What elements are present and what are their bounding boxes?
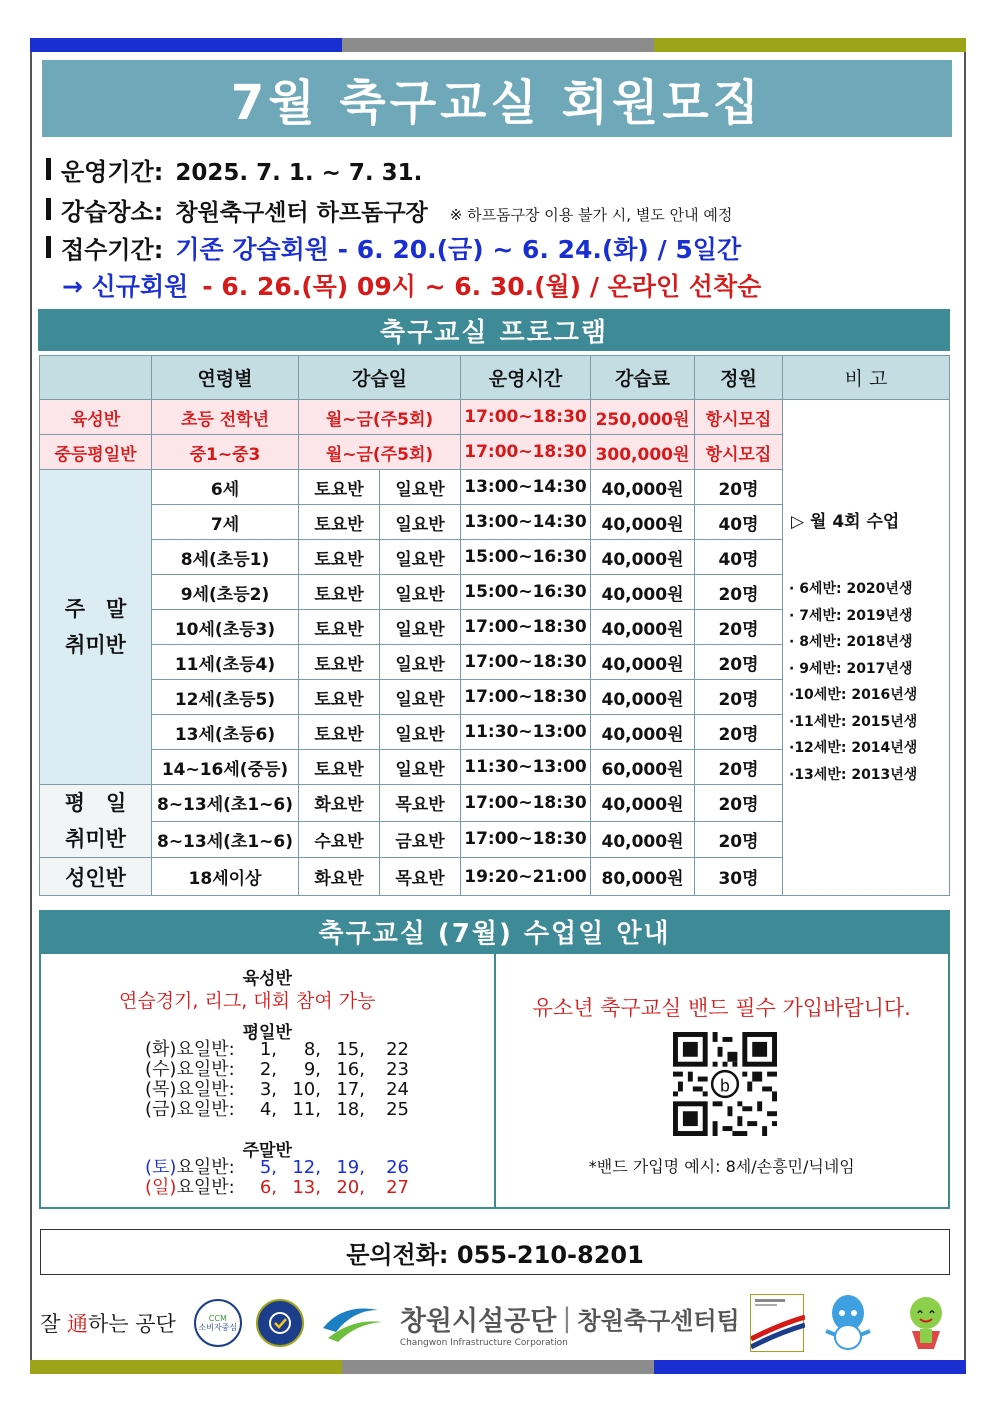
- note-year: · 8세반: 2018년생: [789, 634, 913, 650]
- capacity-cell: 항시모집: [695, 400, 783, 435]
- fee-cell: 40,000원: [591, 505, 695, 540]
- date: 22: [386, 1039, 409, 1060]
- mascot-blue-icon: [816, 1291, 880, 1355]
- capacity-cell: 20명: [695, 610, 783, 645]
- mascot-blue-figure-icon: [816, 1291, 880, 1355]
- day1-cell: 화요반: [299, 785, 380, 822]
- note-year: · 7세반: 2019년생: [789, 607, 913, 624]
- days-cell: 월~금(주5회): [299, 435, 461, 470]
- contact-phone[interactable]: 문의전화: 055-210-8201: [346, 1240, 644, 1269]
- days-cell: 월~금(주5회): [299, 400, 461, 435]
- capacity-cell: 항시모집: [695, 435, 783, 470]
- note-year: ·11세반: 2015년생: [789, 713, 918, 730]
- schedule-box: [39, 952, 950, 1209]
- stripe-segment-blue: [654, 1360, 966, 1374]
- org-divider: |: [562, 1302, 572, 1334]
- fee-cell: 300,000원: [591, 435, 695, 470]
- period-value: 2025. 7. 1. ~ 7. 31.: [175, 160, 423, 186]
- day2-cell: 일요반: [380, 540, 461, 575]
- age-cell: 8~13세(초1~6): [152, 785, 299, 822]
- day1-cell: 토요반: [299, 575, 380, 610]
- day2-cell: 금요반: [380, 821, 461, 858]
- time-cell: 17:00~18:30: [461, 680, 591, 715]
- stripe-segment-gray: [342, 1360, 654, 1374]
- date: 20,: [336, 1177, 365, 1198]
- group-line: 취미반: [65, 633, 126, 657]
- program-section-header: [38, 309, 950, 351]
- mascot-green-figure-icon: [894, 1291, 958, 1355]
- capacity-cell: 20명: [695, 575, 783, 610]
- day2-cell: 목요반: [380, 785, 461, 822]
- fee-cell: 80,000원: [591, 858, 695, 896]
- table-header-row: [40, 356, 950, 400]
- age-cell: 12세(초등5): [152, 680, 299, 715]
- header-days: 강습일: [299, 356, 461, 400]
- org-english-name: Changwon Infrastructure Corporation: [399, 1337, 568, 1348]
- weekend-row-sat: [145, 1158, 409, 1178]
- time-cell: 17:00~18:30: [461, 435, 591, 470]
- age-cell: 10세(초등3): [152, 610, 299, 645]
- date: 27: [386, 1177, 409, 1198]
- date: 19,: [336, 1157, 365, 1178]
- class-name: 육성반: [40, 400, 152, 435]
- program-title: 축구교실 프로그램: [380, 317, 608, 348]
- day1-cell: 토요반: [299, 540, 380, 575]
- capacity-cell: 20명: [695, 470, 783, 505]
- day2-cell: 일요반: [380, 750, 461, 785]
- capacity-cell: 20명: [695, 715, 783, 750]
- day1-cell: 토요반: [299, 470, 380, 505]
- age-cell: 중1~중3: [152, 435, 299, 470]
- age-cell: 9세(초등2): [152, 575, 299, 610]
- fee-cell: 250,000원: [591, 400, 695, 435]
- note-main: ▷ 월 4회 수업: [791, 512, 900, 532]
- program-table: [39, 355, 950, 896]
- date: 5,: [259, 1157, 277, 1178]
- group-line: 주 말: [64, 597, 127, 621]
- day1-cell: 토요반: [299, 715, 380, 750]
- time-cell: 13:00~14:30: [461, 505, 591, 540]
- schedule-left-panel: [41, 954, 496, 1207]
- bullet-bar: [46, 158, 51, 180]
- org-logo: [400, 1299, 740, 1348]
- day-paren: (일): [145, 1177, 177, 1198]
- time-cell: 19:20~21:00: [461, 858, 591, 896]
- weekday-row: [145, 1040, 409, 1060]
- header-note: 비 고: [783, 356, 950, 400]
- slogan-part: 잘: [40, 1312, 61, 1336]
- certification-seal-icon: [256, 1299, 304, 1347]
- capacity-cell: 40명: [695, 540, 783, 575]
- date: 3,: [259, 1079, 277, 1100]
- class-name: 중등평일반: [40, 435, 152, 470]
- weekend-dates: [145, 1158, 409, 1198]
- day2-cell: 일요반: [380, 575, 461, 610]
- date: 4,: [259, 1099, 277, 1120]
- slogan-part: 通: [66, 1312, 88, 1336]
- note-year: · 6세반: 2020년생: [789, 581, 913, 597]
- info-registration-new: [62, 267, 761, 303]
- registration-existing: 기존 강습회원 - 6. 20.(금) ~ 6. 24.(화) / 5일간: [175, 235, 742, 264]
- day1-cell: 수요반: [299, 821, 380, 858]
- age-cell: 8~13세(초1~6): [152, 821, 299, 858]
- time-cell: 17:00~18:30: [461, 821, 591, 858]
- page-title: 7월 축구교실 회원모집: [230, 75, 764, 131]
- capacity-cell: 20명: [695, 645, 783, 680]
- place-value: 창원축구센터 하프돔구장: [175, 200, 428, 226]
- weekday-dates: [145, 1040, 409, 1120]
- fee-cell: 40,000원: [591, 715, 695, 750]
- date: 12,: [292, 1157, 321, 1178]
- bottom-color-stripe: [30, 1360, 966, 1374]
- fee-cell: 40,000원: [591, 785, 695, 822]
- ccm-small-text: CCM: [208, 1314, 227, 1323]
- info-registration: [46, 230, 741, 266]
- day1-cell: 토요반: [299, 505, 380, 540]
- day1-cell: 화요반: [299, 858, 380, 896]
- fee-cell: 40,000원: [591, 821, 695, 858]
- age-cell: 초등 전학년: [152, 400, 299, 435]
- note-year: · 9세반: 2017년생: [789, 660, 913, 677]
- stripe-segment-olive: [654, 38, 966, 52]
- ccm-label: 소비자중심: [198, 1323, 238, 1332]
- fee-cell: 40,000원: [591, 645, 695, 680]
- time-cell: 15:00~16:30: [461, 575, 591, 610]
- group-line: 평 일: [64, 791, 127, 815]
- day-label: (화)요일반:: [145, 1039, 235, 1060]
- time-cell: 11:30~13:00: [461, 715, 591, 750]
- contact-box: [40, 1229, 950, 1275]
- day-label: [145, 1158, 255, 1178]
- date: 15,: [336, 1039, 365, 1060]
- day-paren: (토): [145, 1157, 177, 1178]
- capacity-cell: 20명: [695, 750, 783, 785]
- day2-cell: 일요반: [380, 715, 461, 750]
- date: 17,: [336, 1079, 365, 1100]
- date: 23: [386, 1059, 409, 1080]
- time-cell: 11:30~13:00: [461, 750, 591, 785]
- capacity-cell: 20명: [695, 785, 783, 822]
- footer-logos: [40, 1290, 960, 1356]
- time-cell: 17:00~18:30: [461, 400, 591, 435]
- weekend-group-label: [40, 470, 152, 785]
- date: 25: [386, 1099, 409, 1120]
- date: 6,: [259, 1177, 277, 1198]
- date: 8,: [303, 1039, 321, 1060]
- bullet-bar: [46, 236, 51, 258]
- award-stripes-icon: [751, 1295, 805, 1353]
- header-fee: 강습료: [591, 356, 695, 400]
- registration-new-label: → 신규회원: [62, 272, 189, 301]
- weekday-title: 평일반: [242, 1023, 292, 1043]
- fee-cell: 40,000원: [591, 680, 695, 715]
- age-cell: 6세: [152, 470, 299, 505]
- band-example: *밴드 가입명 예시: 8세/손흥민/닉네임: [588, 1157, 855, 1176]
- date: 24: [386, 1079, 409, 1100]
- schedule-title: 축구교실 (7월) 수업일 안내: [318, 918, 671, 949]
- capacity-cell: 40명: [695, 505, 783, 540]
- date: 18,: [336, 1099, 365, 1120]
- note-cell: [783, 400, 950, 896]
- day-label: (수)요일반:: [145, 1059, 235, 1080]
- registration-new: - 6. 26.(목) 09시 ~ 6. 30.(월) / 온라인 선착순: [202, 272, 762, 301]
- youth-title: 육성반: [242, 969, 292, 989]
- date: 9,: [303, 1059, 321, 1080]
- top-color-stripe: [30, 38, 966, 52]
- date: 13,: [292, 1177, 321, 1198]
- seal-mark-icon: [267, 1310, 293, 1336]
- weekend-title: 주말반: [242, 1141, 292, 1161]
- day-label: [145, 1178, 255, 1198]
- age-cell: 18세이상: [152, 858, 299, 896]
- service-award-icon: [750, 1294, 804, 1352]
- title-banner: [42, 60, 952, 137]
- fee-cell: 40,000원: [591, 540, 695, 575]
- date: 26: [386, 1157, 409, 1178]
- date: 1,: [259, 1039, 277, 1060]
- age-cell: 8세(초등1): [152, 540, 299, 575]
- stripe-segment-gray: [342, 38, 654, 52]
- swoosh-logo-icon: [318, 1298, 388, 1348]
- place-label: 강습장소:: [61, 198, 164, 226]
- capacity-cell: 20명: [695, 821, 783, 858]
- health-happiness-logo: [318, 1298, 388, 1348]
- bullet-bar: [46, 198, 51, 220]
- team-name: 창원축구센터팀: [577, 1306, 740, 1335]
- info-period: [46, 152, 422, 187]
- mascot-green-icon: [894, 1291, 958, 1355]
- day-label: (목)요일반:: [145, 1079, 235, 1100]
- time-cell: 15:00~16:30: [461, 540, 591, 575]
- registration-label: 접수기간:: [61, 236, 164, 264]
- age-cell: 11세(초등4): [152, 645, 299, 680]
- day1-cell: 토요반: [299, 610, 380, 645]
- period-label: 운영기간:: [61, 158, 164, 186]
- qr-code-icon: [673, 1032, 777, 1136]
- weekday-row: [145, 1060, 409, 1080]
- age-cell: 7세: [152, 505, 299, 540]
- note-year: ·13세반: 2013년생: [789, 766, 918, 783]
- time-cell: 17:00~18:30: [461, 645, 591, 680]
- day-rest: 요일반:: [176, 1177, 235, 1198]
- day1-cell: 토요반: [299, 750, 380, 785]
- fee-cell: 60,000원: [591, 750, 695, 785]
- ccm-logo: [194, 1299, 242, 1347]
- fee-cell: 40,000원: [591, 575, 695, 610]
- class-name: 성인반: [40, 858, 152, 896]
- schedule-right-panel: [496, 954, 949, 1207]
- day2-cell: 일요반: [380, 470, 461, 505]
- schedule-section-header: [39, 910, 950, 952]
- weekend-row-sun: [145, 1178, 409, 1198]
- band-notice: 유소년 축구교실 밴드 필수 가입바랍니다.: [532, 996, 911, 1020]
- date: 16,: [336, 1059, 365, 1080]
- slogan: [40, 1308, 176, 1338]
- stripe-segment-blue: [30, 38, 342, 52]
- svg-text:b: b: [719, 1075, 730, 1096]
- time-cell: 13:00~14:30: [461, 470, 591, 505]
- day2-cell: 일요반: [380, 680, 461, 715]
- date: 10,: [292, 1079, 321, 1100]
- note-year: ·12세반: 2014년생: [789, 740, 918, 756]
- day1-cell: 토요반: [299, 645, 380, 680]
- capacity-cell: 30명: [695, 858, 783, 896]
- day2-cell: 일요반: [380, 610, 461, 645]
- header-capacity: 정원: [695, 356, 783, 400]
- fee-cell: 40,000원: [591, 470, 695, 505]
- day2-cell: 일요반: [380, 505, 461, 540]
- day1-cell: 토요반: [299, 680, 380, 715]
- band-qr-code[interactable]: [673, 1032, 777, 1136]
- slogan-part: 하는 공단: [87, 1312, 176, 1336]
- org-name: 창원시설공단: [399, 1305, 557, 1337]
- youth-note: 연습경기, 리그, 대회 참여 가능: [119, 990, 376, 1012]
- note-year: ·10세반: 2016년생: [789, 687, 918, 703]
- weekday-row: [145, 1100, 409, 1120]
- group-line: 취미반: [65, 827, 126, 851]
- date: 11,: [292, 1099, 321, 1120]
- header-empty: [40, 356, 152, 400]
- weekday-row: [145, 1080, 409, 1100]
- date: 2,: [259, 1059, 277, 1080]
- fee-cell: 40,000원: [591, 610, 695, 645]
- day-label: (금)요일반:: [145, 1099, 235, 1120]
- age-cell: 14~16세(중등): [152, 750, 299, 785]
- header-age: 연령별: [152, 356, 299, 400]
- time-cell: 17:00~18:30: [461, 785, 591, 822]
- capacity-cell: 20명: [695, 680, 783, 715]
- table-row: [40, 400, 950, 435]
- info-place: [46, 192, 732, 227]
- stripe-segment-olive: [30, 1360, 342, 1374]
- weekday-group-label: [40, 785, 152, 858]
- place-note: ※ 하프돔구장 이용 불가 시, 별도 안내 예정: [449, 206, 733, 224]
- day-rest: 요일반:: [176, 1157, 235, 1178]
- time-cell: 17:00~18:30: [461, 610, 591, 645]
- header-time: 운영시간: [461, 356, 591, 400]
- day2-cell: 일요반: [380, 645, 461, 680]
- age-cell: 13세(초등6): [152, 715, 299, 750]
- day2-cell: 목요반: [380, 858, 461, 896]
